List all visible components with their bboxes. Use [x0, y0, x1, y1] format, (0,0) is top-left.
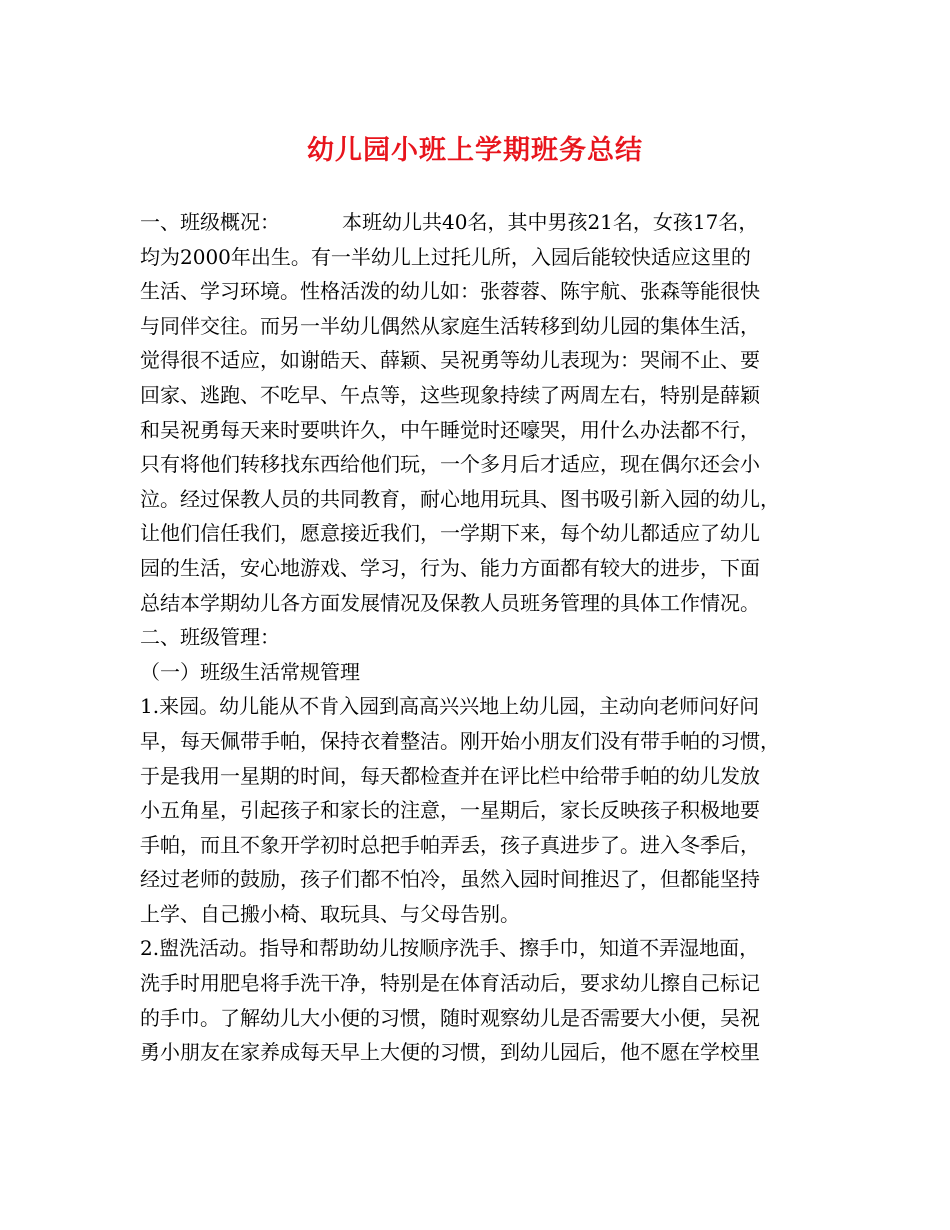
- document-body: [140, 205, 840, 1070]
- paragraph-line: 早，每天佩带手帕，保持衣着整洁。刚开始小朋友们没有带手帕的习惯，: [140, 728, 780, 753]
- line-text: 本班幼儿共40名，其中男孩21名，女孩17名，: [342, 210, 759, 234]
- paragraph-line: 生活、学习环境。性格活泼的幼儿如：张蓉蓉、陈宇航、张森等能很快: [140, 279, 760, 304]
- paragraph-line: 手帕，而且不象开学初时总把手帕弄丢，孩子真进步了。进入冬季后，: [140, 832, 760, 857]
- paragraph-line: 2.盥洗活动。指导和帮助幼儿按顺序洗手、擦手巾，知道不弄湿地面，: [140, 936, 760, 961]
- paragraph-line: 回家、逃跑、不吃早、午点等，这些现象持续了两周左右，特别是薛颖: [140, 382, 760, 407]
- paragraph-line: 与同伴交往。而另一半幼儿偶然从家庭生活转移到幼儿园的集体生活，: [140, 313, 760, 338]
- paragraph-line: 泣。经过保教人员的共同教育，耐心地用玩具、图书吸引新入园的幼儿，: [140, 486, 780, 511]
- paragraph-line: 1.来园。幼儿能从不肯入园到高高兴兴地上幼儿园，主动向老师问好问: [140, 694, 760, 719]
- section-heading: 一、班级概况：: [140, 210, 280, 234]
- subsection-heading: （一）班级生活常规管理: [140, 659, 360, 684]
- paragraph-line: 小五角星，引起孩子和家长的注意，一星期后，家长反映孩子积极地要: [140, 798, 760, 823]
- paragraph-line: 上学、自己搬小椅、取玩具、与父母告别。: [140, 901, 520, 926]
- paragraph-line: 和吴祝勇每天来时要哄许久，中午睡觉时还嚎哭，用什么办法都不行，: [140, 417, 760, 442]
- paragraph-line: 觉得很不适应，如谢皓天、薛颖、吴祝勇等幼儿表现为：哭闹不止、要: [140, 348, 760, 373]
- paragraph-line: 园的生活，安心地游戏、学习，行为、能力方面都有较大的进步，下面: [140, 555, 760, 580]
- paragraph-line: 洗手时用肥皂将手洗干净，特别是在体育活动后，要求幼儿擦自己标记: [140, 971, 760, 996]
- paragraph-line: 经过老师的鼓励，孩子们都不怕冷，虽然入园时间推迟了，但都能坚持: [140, 867, 760, 892]
- paragraph-line: 让他们信任我们，愿意接近我们，一学期下来，每个幼儿都适应了幼儿: [140, 521, 760, 546]
- paragraph-line: 于是我用一星期的时间，每天都检查并在评比栏中给带手帕的幼儿发放: [140, 763, 760, 788]
- paragraph-line: 总结本学期幼儿各方面发展情况及保教人员班务管理的具体工作情况。: [140, 590, 760, 615]
- paragraph-line: [140, 205, 840, 240]
- paragraph-line: 只有将他们转移找东西给他们玩，一个多月后才适应，现在偶尔还会小: [140, 452, 760, 477]
- paragraph-line: 的手巾。了解幼儿大小便的习惯，随时观察幼儿是否需要大小便，吴祝: [140, 1005, 760, 1030]
- section-heading: 二、班级管理：: [140, 625, 280, 650]
- paragraph-line: 勇小朋友在家养成每天早上大便的习惯，到幼儿园后，他不愿在学校里: [140, 1040, 760, 1065]
- document-title: 幼儿园小班上学期班务总结: [307, 135, 643, 166]
- paragraph-line: 均为2000年出生。有一半幼儿上过托儿所，入园后能较快适应这里的: [140, 244, 751, 269]
